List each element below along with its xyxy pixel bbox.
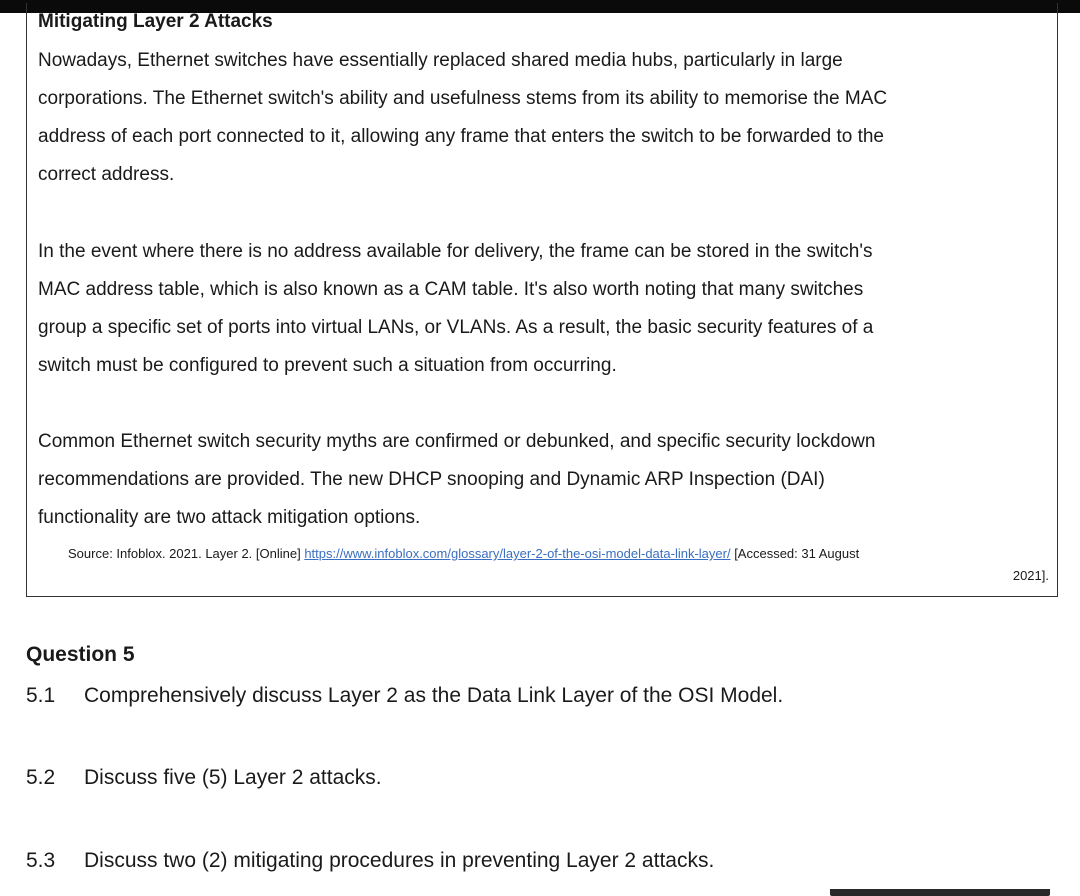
paragraph-line: Nowadays, Ethernet switches have essentially replaced shared media hubs, particularly in large: [38, 50, 843, 71]
source-link[interactable]: https://www.infoblox.com/glossary/layer-2-of-the-osi-model-data-link-layer/: [304, 546, 731, 561]
source-prefix: Source: Infoblox. 2021. Layer 2. [Online]: [68, 546, 305, 561]
question-text: Discuss two (2) mitigating procedures in preventing Layer 2 attacks.: [84, 849, 715, 872]
paragraph-line: group a specific set of ports into virtual LANs, or VLANs. As a result, the basic security features of a: [38, 317, 874, 338]
paragraph-line: recommendations are provided. The new DHCP snooping and Dynamic ARP Inspection (DAI): [38, 469, 825, 490]
source-accessed-year: 2021].: [1012, 568, 1049, 583]
source-citation: [68, 543, 1049, 587]
cropped-footer-fragment: [830, 884, 1050, 896]
paragraph-line: corporations. The Ethernet switch's ability and usefulness stems from its ability to memorise the MAC: [38, 88, 888, 109]
case-study-title: Mitigating Layer 2 Attacks: [38, 11, 273, 32]
paragraph-line: correct address.: [38, 164, 175, 185]
question-item: [26, 684, 783, 708]
question-item: [26, 849, 714, 873]
paragraph-2: [38, 240, 1048, 392]
question-title: Question 5: [26, 643, 135, 666]
question-text: Discuss five (5) Layer 2 attacks.: [84, 766, 382, 789]
paragraph-line: In the event where there is no address available for delivery, the frame can be stored in the switch's: [38, 241, 873, 262]
source-accessed: [Accessed: 31 August: [730, 546, 860, 561]
question-text: Comprehensively discuss Layer 2 as the Data Link Layer of the OSI Model.: [84, 684, 784, 707]
paragraph-line: switch must be configured to prevent such a situation from occurring.: [38, 355, 617, 376]
question-number: 5.2: [26, 766, 56, 789]
paragraph-1: [38, 49, 1048, 201]
paragraph-line: MAC address table, which is also known as a CAM table. It's also worth noting that many switches: [38, 279, 864, 300]
paragraph-3: [38, 430, 1048, 544]
paragraph-line: address of each port connected to it, allowing any frame that enters the switch to be forwarded to the: [38, 126, 884, 147]
paragraph-line: Common Ethernet switch security myths are confirmed or debunked, and specific security lockdown: [38, 431, 876, 452]
question-item: [26, 766, 382, 790]
question-number: 5.3: [26, 849, 56, 872]
paragraph-line: functionality are two attack mitigation options.: [38, 507, 421, 528]
question-number: 5.1: [26, 684, 56, 707]
